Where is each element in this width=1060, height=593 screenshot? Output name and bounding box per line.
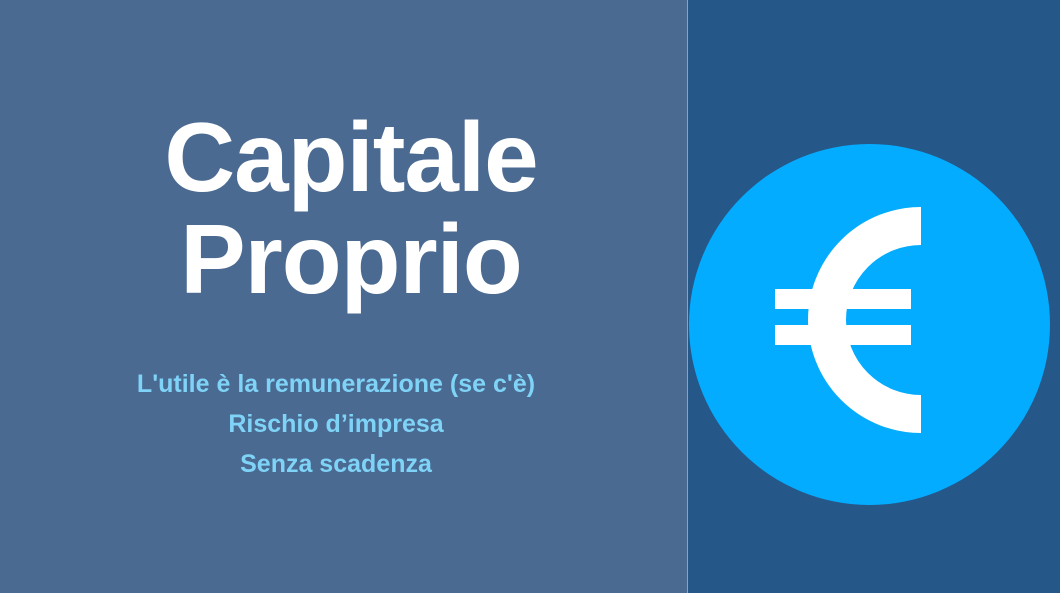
title-line-1: Capitale	[164, 102, 538, 212]
euro-icon	[689, 144, 1050, 505]
bullet-list	[0, 364, 672, 484]
bullet-item-1: L'utile è la remunerazione (se c'è)	[136, 370, 536, 398]
bullet-item-2: Rischio d’impresa	[228, 410, 444, 438]
euro-badge	[689, 144, 1050, 505]
title-line-2: Proprio	[180, 204, 522, 314]
slide-title	[0, 102, 702, 314]
bullet-item-3: Senza scadenza	[240, 450, 432, 478]
